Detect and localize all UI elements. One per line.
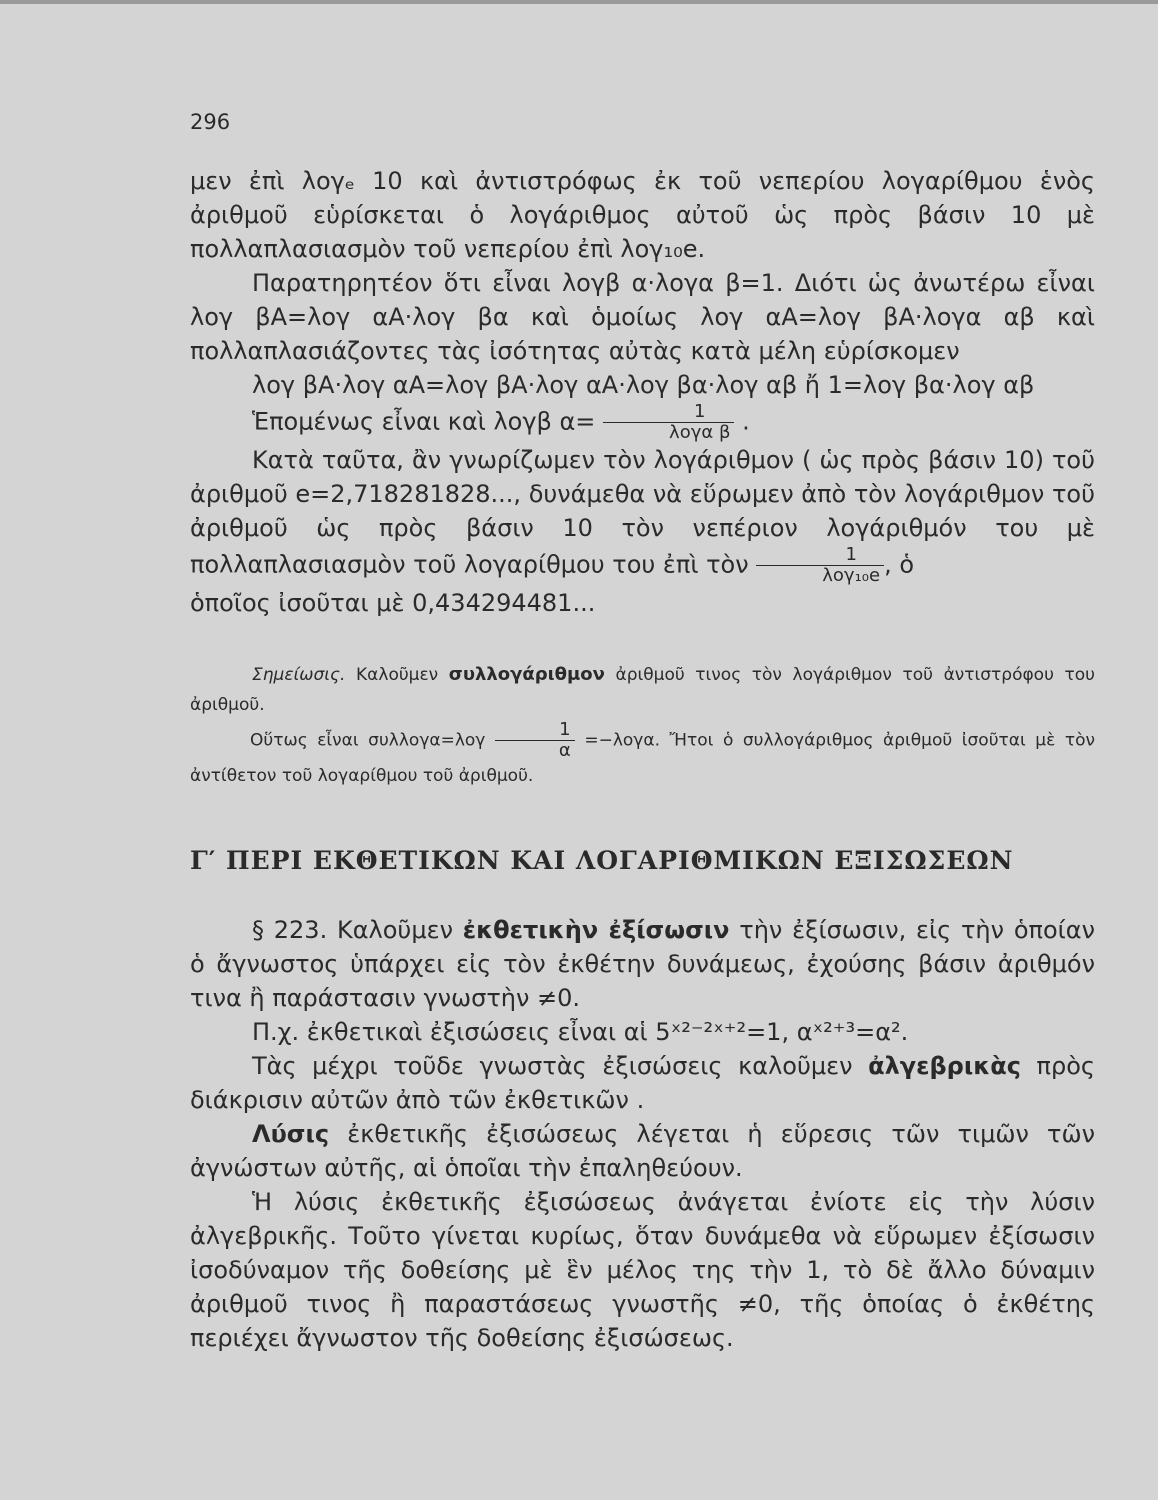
fraction-1: [603, 402, 734, 443]
paragraph-solution-term: Λύσις: [252, 1120, 330, 1148]
note-term: συλλογάριθμον: [448, 664, 605, 685]
section-heading: Γ′ ΠΕΡΙ ΕΚΘΕΤΙΚΩΝ ΚΑΙ ΛΟΓΑΡΙΘΜΙΚΩΝ ΕΞΙΣΩΣΕΩΝ: [190, 846, 1014, 875]
page-number: 296: [190, 110, 231, 134]
paragraph-algebraic-term: ἀλγεβρικὰς: [868, 1052, 1021, 1080]
section-223-term: ἐκθετικὴν ἐξίσωσιν: [462, 916, 730, 944]
note-text-2: ἀριθμοῦ τινος τὸν λογάριθμον τοῦ ἀντιστρόφου του ἀριθμοῦ.: [190, 665, 1095, 715]
paragraph-solution-text: ἐκθετικῆς ἐξισώσεως λέγεται ἡ εὕρεσις τῶν τιμῶν τῶν ἀγνώστων αὐτῆς, αἱ ὁποῖαι τὴν ἐπαληθεύουν.: [190, 1120, 1095, 1182]
paragraph-example: Π.χ. ἐκθετικαὶ ἐξισώσεις εἶναι αἱ 5ˣ²⁻²ˣ⁺²=1, αˣ²⁺³=α².: [252, 1018, 909, 1046]
note-label: Σημείωσις.: [252, 665, 346, 685]
section-223: [190, 913, 1095, 1015]
fraction-3-numerator: 1: [495, 720, 575, 741]
fraction-2: [756, 545, 884, 586]
note-line-2-suffix: =−λογα. Ἤτοι ὁ συλλογάριθμος ἀριθμοῦ ἰσοῦται μὲ τὸν ἀντίθετον τοῦ λογαρίθμου τοῦ ἀριθμοῦ.: [190, 730, 1095, 786]
paragraph-algebraic-text-1: Τὰς μέχρι τοῦδε γνωστὰς ἐξισώσεις καλοῦμεν: [252, 1052, 869, 1080]
paragraph-4-suffix: , ὁ: [884, 550, 915, 579]
page-content: [190, 100, 1095, 1355]
paragraph-1: μεν ἐπὶ λογₑ 10 καὶ ἀντιστρόφως ἐκ τοῦ νεπερίου λογαρίθμου ἑνὸς ἀριθμοῦ εὑρίσκεται ὁ λογάριθμος αὐτοῦ ὡς πρὸς βάσιν 10 μὲ πολλαπλασιασμὸν τοῦ νεπερίου ἐπὶ λογ₁₀e.: [190, 167, 1095, 263]
paragraph-solution: [190, 1117, 1095, 1185]
section-223-text-2: τὴν ἐξίσωσιν, εἰς τὴν ὁποίαν ὁ ἄγνωστος ὑπάρχει εἰς τὸν ἐκθέτην δυνάμεως, ἐχούσης βάσιν ἀριθμόν τινα ἢ παράστασιν γνωστὴν ≠0.: [190, 916, 1095, 1012]
note-text-1: Καλοῦμεν: [345, 665, 449, 685]
note: [190, 660, 1095, 720]
fraction-1-numerator: 1: [603, 402, 734, 423]
note-line-2: [190, 720, 1095, 791]
paragraph-2: Παρατηρητέον ὅτι εἶναι λογβ α·λογα β=1. Διότι ὡς ἀνωτέρω εἶναι λογ βA=λογ αA·λογ βα καὶ ὁμοίως λογ αA=λογ βA·λογα αβ καὶ πολλαπλασιάζοντες τὰς ἰσότητας αὐτὰς κατὰ μέλη εὑρίσκομεν: [190, 269, 1095, 365]
paragraph-algebraic-text-2: πρὸς διάκρισιν αὐτῶν ἀπὸ τῶν ἐκθετικῶν .: [190, 1052, 1095, 1114]
fraction-3-denominator: α: [558, 740, 571, 761]
paragraph-4-text: Κατὰ ταῦτα, ἂν γνωρίζωμεν τὸν λογάριθμον ( ὡς πρὸς βάσιν 10) τοῦ ἀριθμοῦ e=2,718281828..., δυνάμεθα νὰ εὕρωμεν ἀπὸ τὸν λογάριθμον τοῦ ἀριθμοῦ ὡς πρὸς βάσιν 10 τὸν νεπέριον λογάριθμόν του μὲ πολλαπλασιασμὸν τοῦ λογαρίθμου του ἐπὶ τὸν: [190, 446, 1095, 579]
fraction-3: [495, 720, 575, 761]
section-223-text-1: Καλοῦμεν: [327, 916, 463, 944]
fraction-2-denominator: λογ₁₀e: [822, 565, 881, 586]
paragraph-3-suffix: .: [742, 407, 750, 436]
paragraph-4: [190, 443, 1095, 586]
section-number: § 223.: [252, 916, 328, 944]
paragraph-4-end: ὁποῖος ἰσοῦται μὲ 0,434294481...: [190, 589, 596, 617]
paragraph-last: Ἡ λύσις ἐκθετικῆς ἐξισώσεως ἀνάγεται ἐνίοτε εἰς τὴν λύσιν ἀλγεβρικῆς. Τοῦτο γίνεται κυρίως, ὅταν δυνάμεθα νὰ εὕρωμεν ἐξίσωσιν ἰσοδύναμον τῆς δοθείσης μὲ ἓν μέλος της τὴν 1, τὸ δὲ ἄλλο δύναμιν ἀριθμοῦ τινος ἢ παραστάσεως γνωστῆς ≠0, τῆς ὁποίας ὁ ἐκθέτης περιέχει ἄγνωστον τῆς δοθείσης ἐξισώσεως.: [190, 1188, 1095, 1352]
fraction-2-numerator: 1: [756, 545, 884, 566]
paragraph-3-prefix: Ἑπομένως εἶναι καὶ λογβ α=: [252, 407, 596, 436]
formula-1: λογ βA·λογ αA=λογ βA·λογ αA·λογ βα·λογ αβ ἤ 1=λογ βα·λογ αβ: [252, 371, 1035, 399]
top-border: [0, 0, 1158, 4]
paragraph-algebraic: [190, 1049, 1095, 1117]
paragraph-3: [190, 402, 1095, 443]
note-line-2-prefix: Οὕτως εἶναι συλλογα=λογ: [250, 730, 495, 751]
fraction-1-denominator: λογα β: [669, 422, 731, 443]
